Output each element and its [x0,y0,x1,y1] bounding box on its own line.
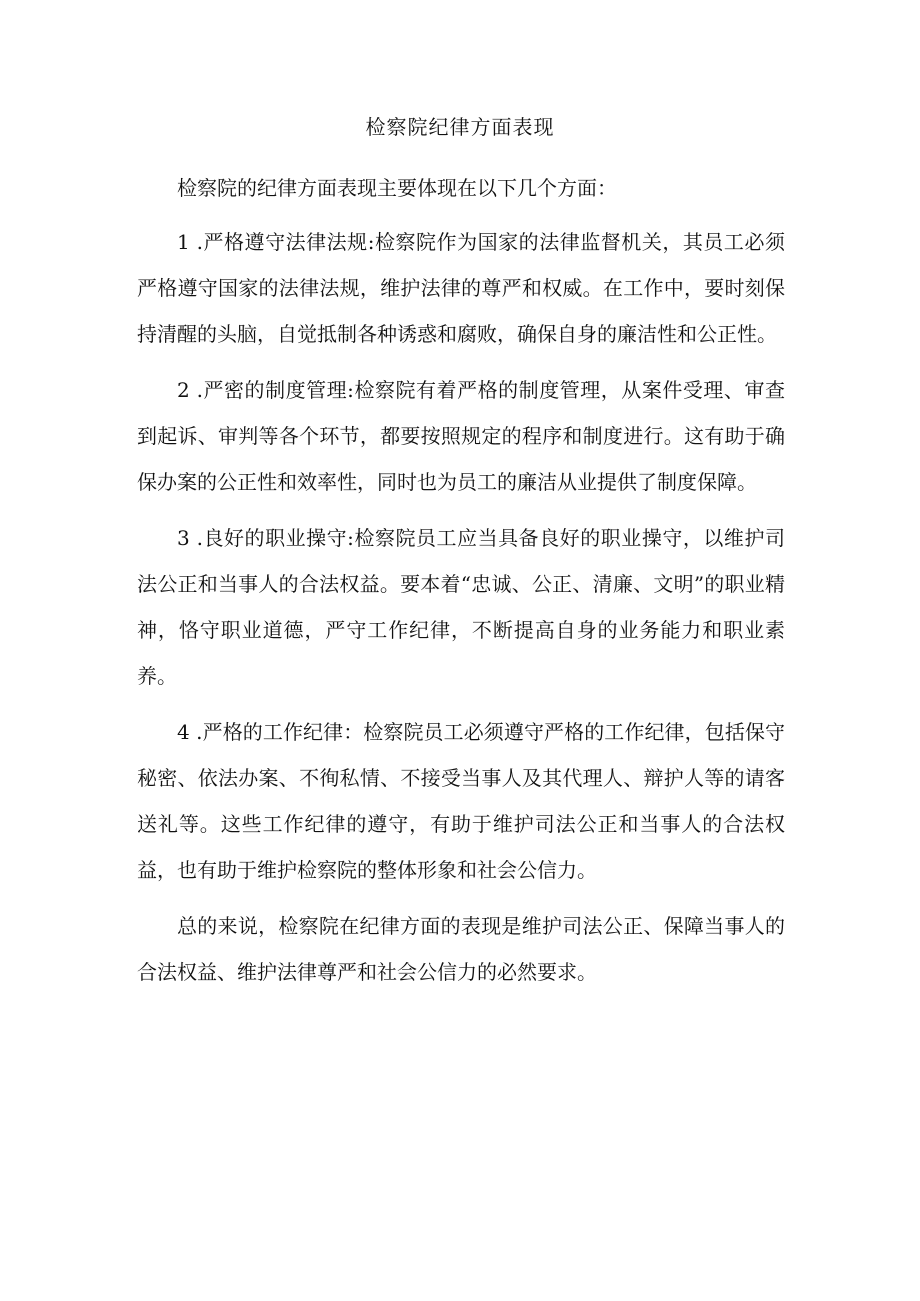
point-paragraph-2: 2 .严密的制度管理:检察院有着严格的制度管理，从案件受理、审查到起诉、审判等各个环节，都要按照规定的程序和制度进行。这有助于确保办案的公正性和效率性，同时也为员工的廉洁从业提供了制度保障。 [137,378,785,494]
intro-paragraph: 检察院的纪律方面表现主要体现在以下几个方面： [177,176,617,200]
point-paragraph-3: 3 .良好的职业操守:检察院员工应当具备良好的职业操守，以维护司法公正和当事人的合法权益。要本着“忠诚、公正、清廉、文明”的职业精神，恪守职业道德，严守工作纪律，不断提高自身的业务能力和职业素养。 [137,526,785,688]
document-title: 检察院纪律方面表现 [365,115,555,139]
point-paragraph-1: 1 .严格遵守法律法规:检察院作为国家的法律监督机关，其员工必须严格遵守国家的法律法规，维护法律的尊严和权威。在工作中，要时刻保持清醒的头脑，自觉抵制各种诱惑和腐败，确保自身的廉洁性和公正性。 [137,230,785,346]
conclusion-paragraph: 总的来说，检察院在纪律方面的表现是维护司法公正、保障当事人的合法权益、维护法律尊严和社会公信力的必然要求。 [137,914,785,984]
point-paragraph-4: 4 .严格的工作纪律：检察院员工必须遵守严格的工作纪律，包括保守秘密、依法办案、不徇私情、不接受当事人及其代理人、辩护人等的请客送礼等。这些工作纪律的遵守，有助于维护司法公正和当事人的合法权益，也有助于维护检察院的整体形象和社会公信力。 [137,720,785,882]
document-body [137,165,785,1005]
